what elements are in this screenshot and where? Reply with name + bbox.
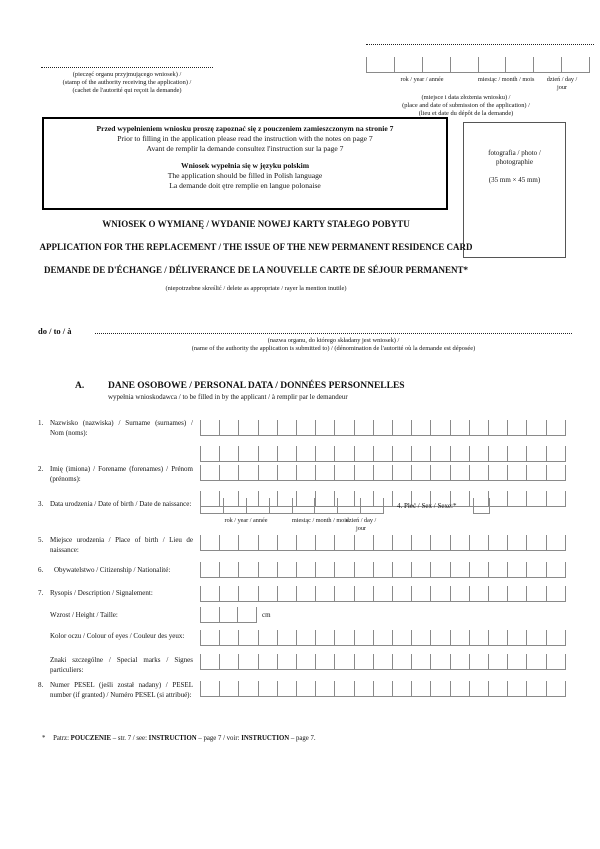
char-cell: [488, 446, 507, 461]
char-cell: [238, 465, 257, 480]
char-cell: [488, 465, 507, 480]
char-cell: [450, 681, 469, 696]
char-cell: [238, 654, 257, 669]
char-cell: [526, 681, 545, 696]
year-label: rok / year / année: [400, 76, 444, 83]
char-cell: [200, 586, 219, 601]
title-note: (niepotrzebne skreślić / delete as appropriate / rayer la mention inutile): [165, 285, 347, 292]
char-cell: [277, 420, 296, 435]
field-label-birth-place: 5. Miejsce urodzenia / Place of birth / Lieu de naissance:: [38, 536, 193, 554]
field-label-sex: 4. Płeć / Sex / Sexe:*: [397, 502, 457, 510]
instruction-notice-box: [42, 117, 448, 210]
char-cell: [296, 420, 315, 435]
char-cell: [392, 420, 411, 435]
stamp-line[interactable]: [41, 67, 213, 68]
char-cell: [315, 535, 334, 550]
submission-date-labels: [366, 76, 590, 91]
field-label-birth-date: 3. Data urodzenia / Date of birth / Date de naissance:: [38, 500, 192, 508]
char-cell: [526, 465, 545, 480]
char-cell: [277, 681, 296, 696]
stamp-caption: [20, 71, 234, 95]
char-cell: [219, 607, 238, 622]
addressee-caption: [95, 337, 572, 353]
char-cell: [546, 562, 566, 577]
char-cell: [200, 607, 219, 622]
char-cell: [411, 654, 430, 669]
day-label: dzień / day / jour: [546, 76, 578, 91]
birth-month-label: miesiąc / month / mois: [292, 517, 349, 524]
char-cell: [238, 562, 257, 577]
submission-place-caption: [350, 94, 582, 118]
section-a-letter: A.: [75, 381, 85, 391]
char-cell: [430, 446, 449, 461]
char-cell: [219, 630, 238, 645]
char-cell: [277, 535, 296, 550]
footnote-star: *: [42, 735, 46, 742]
char-cell: [488, 630, 507, 645]
field-label-surname: 1. Nazwisko (nazwiska) / Surname (surnames) / Nom (noms):: [38, 419, 193, 437]
char-cell: [238, 535, 257, 550]
char-cell: [546, 586, 566, 601]
addressee-line[interactable]: [95, 333, 572, 334]
char-cell: [200, 654, 219, 669]
char-cell: [373, 465, 392, 480]
char-cell: [354, 681, 373, 696]
char-cell: [469, 630, 488, 645]
char-cell: [488, 681, 507, 696]
char-cell: [430, 654, 449, 669]
char-cell: [258, 681, 277, 696]
section-a-subtitle: wypełnia wnioskodawca / to be filled in by the applicant / à remplir par le demandeur: [108, 393, 348, 401]
title-en: APPLICATION FOR THE REPLACEMENT / THE ISSUE OF THE NEW PERMANENT RESIDENCE CARD: [39, 242, 473, 252]
field-label-citizenship: 6. Obywatelstwo / Citizenship / Nationalité:: [38, 566, 171, 574]
char-cell: [373, 535, 392, 550]
char-cell: [411, 630, 430, 645]
sex-field[interactable]: [473, 498, 490, 514]
birth-place-field[interactable]: [200, 535, 566, 551]
char-cell: [411, 465, 430, 480]
char-cell: [469, 535, 488, 550]
notice-en-2: The application should be filled in Polish language: [167, 171, 323, 180]
notice-pl-1: Przed wypełnieniem wniosku proszę zapoznać się z pouczeniem zamieszczonym na stronie 7: [96, 124, 394, 133]
stamp-caption-fr: (cachet de l'autorité qui reçoit la demande): [72, 87, 182, 94]
char-cell: [238, 586, 257, 601]
char-cell: [488, 562, 507, 577]
char-cell: [392, 630, 411, 645]
char-cell: [469, 586, 488, 601]
char-cell: [258, 586, 277, 601]
char-cell: [411, 446, 430, 461]
char-cell: [334, 465, 353, 480]
char-cell: [315, 562, 334, 577]
submission-place-en: (place and date of submission of the application) /: [402, 102, 530, 109]
char-cell: [337, 498, 360, 513]
char-cell: [334, 630, 353, 645]
char-cell: [334, 681, 353, 696]
char-cell: [277, 630, 296, 645]
char-cell: [296, 586, 315, 601]
char-cell: [354, 420, 373, 435]
char-cell: [392, 535, 411, 550]
char-cell: [314, 498, 337, 513]
char-cell: [507, 491, 526, 506]
char-cell: [354, 654, 373, 669]
char-cell: [200, 498, 223, 513]
char-cell: [296, 630, 315, 645]
char-cell: [200, 630, 219, 645]
char-cell: [469, 446, 488, 461]
char-cell: [561, 57, 590, 72]
char-cell: [354, 562, 373, 577]
char-cell: [315, 654, 334, 669]
char-cell: [507, 630, 526, 645]
birth-date-labels: [200, 517, 384, 532]
addressee-caption-1: (nazwa organu, do którego składany jest wniosek) /: [267, 337, 400, 344]
pesel-field[interactable]: [200, 681, 566, 697]
footnote: * Patrz: POUCZENIE – str. 7 / see: INSTRUCTION – page 7 / voir: INSTRUCTION – page 7.: [42, 735, 316, 742]
char-cell: [277, 586, 296, 601]
char-cell: [200, 446, 219, 461]
char-cell: [354, 446, 373, 461]
char-cell: [450, 654, 469, 669]
char-cell: [354, 535, 373, 550]
char-cell: [219, 654, 238, 669]
char-cell: [219, 465, 238, 480]
char-cell: [296, 535, 315, 550]
submission-date-line[interactable]: [366, 44, 594, 45]
field-label-description: 7. Rysopis / Description / Signalement:: [38, 589, 153, 597]
char-cell: [507, 535, 526, 550]
char-cell: [430, 681, 449, 696]
char-cell: [469, 420, 488, 435]
char-cell: [411, 586, 430, 601]
char-cell: [430, 535, 449, 550]
char-cell: [507, 420, 526, 435]
char-cell: [200, 562, 219, 577]
char-cell: [430, 586, 449, 601]
photo-size: (35 mm × 45 mm): [488, 176, 541, 184]
submission-date-field[interactable]: [366, 57, 590, 73]
notice-fr-2: La demande doit ętre remplie en langue polonaise: [169, 181, 321, 190]
char-cell: [258, 420, 277, 435]
char-cell: [394, 57, 422, 72]
char-cell: [238, 446, 257, 461]
char-cell: [373, 562, 392, 577]
char-cell: [373, 654, 392, 669]
char-cell: [296, 681, 315, 696]
char-cell: [354, 465, 373, 480]
char-cell: [334, 654, 353, 669]
char-cell: [450, 562, 469, 577]
char-cell: [469, 562, 488, 577]
char-cell: [546, 681, 566, 696]
char-cell: [392, 465, 411, 480]
char-cell: [507, 562, 526, 577]
char-cell: [219, 681, 238, 696]
char-cell: [507, 465, 526, 480]
char-cell: [315, 586, 334, 601]
char-cell: [526, 420, 545, 435]
char-cell: [219, 562, 238, 577]
char-cell: [315, 681, 334, 696]
char-cell: [219, 420, 238, 435]
char-cell: [373, 446, 392, 461]
char-cell: [373, 681, 392, 696]
marks-field[interactable]: [200, 654, 566, 670]
char-cell: [315, 446, 334, 461]
char-cell: [277, 654, 296, 669]
char-cell: [469, 465, 488, 480]
surname-field-row-2[interactable]: [200, 446, 566, 462]
char-cell: [334, 446, 353, 461]
char-cell: [296, 465, 315, 480]
char-cell: [488, 654, 507, 669]
field-label-eyes: Kolor oczu / Colour of eyes / Couleur des yeux:: [50, 632, 185, 640]
char-cell: [450, 465, 469, 480]
char-cell: [238, 681, 257, 696]
char-cell: [411, 535, 430, 550]
char-cell: [546, 654, 566, 669]
char-cell: [411, 562, 430, 577]
char-cell: [505, 57, 533, 72]
char-cell: [392, 586, 411, 601]
char-cell: [546, 465, 566, 480]
char-cell: [277, 562, 296, 577]
char-cell: [450, 57, 478, 72]
char-cell: [469, 654, 488, 669]
char-cell: [277, 446, 296, 461]
char-cell: [546, 630, 566, 645]
field-label-marks: Znaki szczególne / Special marks / Signes particuliers:: [50, 656, 193, 674]
char-cell: [238, 630, 257, 645]
stamp-caption-en: (stamp of the authority receiving the application) /: [62, 79, 192, 86]
char-cell: [258, 465, 277, 480]
char-cell: [546, 446, 566, 461]
char-cell: [200, 535, 219, 550]
height-unit: cm: [262, 611, 271, 619]
char-cell: [533, 57, 561, 72]
char-cell: [334, 420, 353, 435]
char-cell: [392, 654, 411, 669]
char-cell: [430, 420, 449, 435]
char-cell: [334, 562, 353, 577]
char-cell: [507, 654, 526, 669]
addressee-label: do / to / à: [38, 326, 72, 336]
char-cell: [366, 57, 394, 72]
char-cell: [469, 681, 488, 696]
char-cell: [258, 535, 277, 550]
photo-label-2: photographie: [496, 158, 533, 166]
char-cell: [246, 498, 269, 513]
surname-field-row-1[interactable]: [200, 420, 566, 436]
char-cell: [315, 630, 334, 645]
char-cell: [200, 465, 219, 480]
char-cell: [277, 465, 296, 480]
char-cell: [373, 420, 392, 435]
char-cell: [360, 498, 384, 513]
char-cell: [238, 420, 257, 435]
forename-field-row-1[interactable]: [200, 465, 566, 481]
char-cell: [478, 57, 506, 72]
field-label-pesel: 8. Numer PESEL (jeśli został nadany) / PESEL number (if granted) / Numéro PESEL (si attribué):: [38, 681, 193, 699]
char-cell: [507, 586, 526, 601]
char-cell: [526, 654, 545, 669]
char-cell: [292, 498, 315, 513]
char-cell: [488, 586, 507, 601]
char-cell: [258, 630, 277, 645]
char-cell: [223, 498, 246, 513]
title-block: [0, 219, 512, 293]
char-cell: [258, 654, 277, 669]
char-cell: [526, 562, 545, 577]
char-cell: [411, 420, 430, 435]
char-cell: [450, 420, 469, 435]
char-cell: [526, 491, 545, 506]
field-label-forename: 2. Imię (imiona) / Forename (forenames) / Prénom (prénoms):: [38, 465, 193, 483]
char-cell: [507, 446, 526, 461]
char-cell: [450, 630, 469, 645]
char-cell: [392, 681, 411, 696]
char-cell: [450, 586, 469, 601]
char-cell: [315, 420, 334, 435]
birth-date-field[interactable]: [200, 498, 384, 514]
char-cell: [526, 630, 545, 645]
char-cell: [430, 630, 449, 645]
photo-label-1: fotografia / photo /: [488, 149, 541, 157]
field-label-height: Wzrost / Height / Taille:: [50, 611, 118, 619]
char-cell: [354, 630, 373, 645]
char-cell: [488, 491, 507, 506]
char-cell: [546, 535, 566, 550]
addressee-caption-2: (name of the authority the application is submitted to) / (dénomination de l'autorité où la demande est déposée): [191, 345, 476, 352]
char-cell: [411, 681, 430, 696]
char-cell: [315, 465, 334, 480]
char-cell: [488, 420, 507, 435]
month-label: miesiąc / month / mois: [478, 76, 535, 83]
char-cell: [450, 535, 469, 550]
char-cell: [392, 446, 411, 461]
char-cell: [507, 681, 526, 696]
eyes-field[interactable]: [200, 630, 566, 646]
char-cell: [219, 535, 238, 550]
notice-en-1: Prior to filling in the application please read the instruction with the notes on page 7: [117, 134, 373, 143]
char-cell: [526, 535, 545, 550]
char-cell: [334, 535, 353, 550]
notice-fr-1: Avant de remplir la demande consultez l'instruction sur la page 7: [146, 144, 344, 153]
char-cell: [546, 491, 566, 506]
notice-pl-2: Wniosek wypełnia się w języku polskim: [180, 161, 310, 170]
stamp-caption-pl: (pieczęć organu przyjmującego wniosek) /: [72, 71, 182, 78]
char-cell: [373, 630, 392, 645]
submission-place-fr: (lieu et date du dépôt de la demande): [418, 110, 514, 117]
submission-place-pl: (miejsce i data złożenia wniosku) /: [421, 94, 511, 101]
char-cell: [296, 562, 315, 577]
char-cell: [430, 465, 449, 480]
citizenship-field[interactable]: [200, 562, 566, 578]
char-cell: [450, 446, 469, 461]
char-cell: [219, 586, 238, 601]
char-cell: [296, 654, 315, 669]
char-cell: [422, 57, 450, 72]
char-cell: [392, 562, 411, 577]
char-cell: [354, 586, 373, 601]
char-cell: [473, 498, 490, 513]
char-cell: [200, 681, 219, 696]
char-cell: [237, 607, 257, 622]
char-cell: [258, 562, 277, 577]
title-fr: DEMANDE DE D'ÉCHANGE / DÉLIVERANCE DE LA NOUVELLE CARTE DE SÉJOUR PERMANENT*: [44, 265, 468, 275]
char-cell: [269, 498, 292, 513]
char-cell: [373, 586, 392, 601]
title-pl: WNIOSEK O WYMIANĘ / WYDANIE NOWEJ KARTY STAŁEGO POBYTU: [102, 219, 410, 229]
birth-year-label: rok / year / année: [224, 517, 268, 524]
description-field[interactable]: [200, 586, 566, 602]
char-cell: [296, 446, 315, 461]
height-field[interactable]: [200, 607, 257, 623]
char-cell: [526, 586, 545, 601]
char-cell: [488, 535, 507, 550]
section-a-title: DANE OSOBOWE / PERSONAL DATA / DONNÉES PERSONNELLES: [108, 381, 405, 391]
char-cell: [430, 562, 449, 577]
char-cell: [200, 420, 219, 435]
char-cell: [526, 446, 545, 461]
char-cell: [258, 446, 277, 461]
char-cell: [219, 446, 238, 461]
char-cell: [546, 420, 566, 435]
birth-day-label: dzień / day / jour: [345, 517, 377, 532]
char-cell: [334, 586, 353, 601]
